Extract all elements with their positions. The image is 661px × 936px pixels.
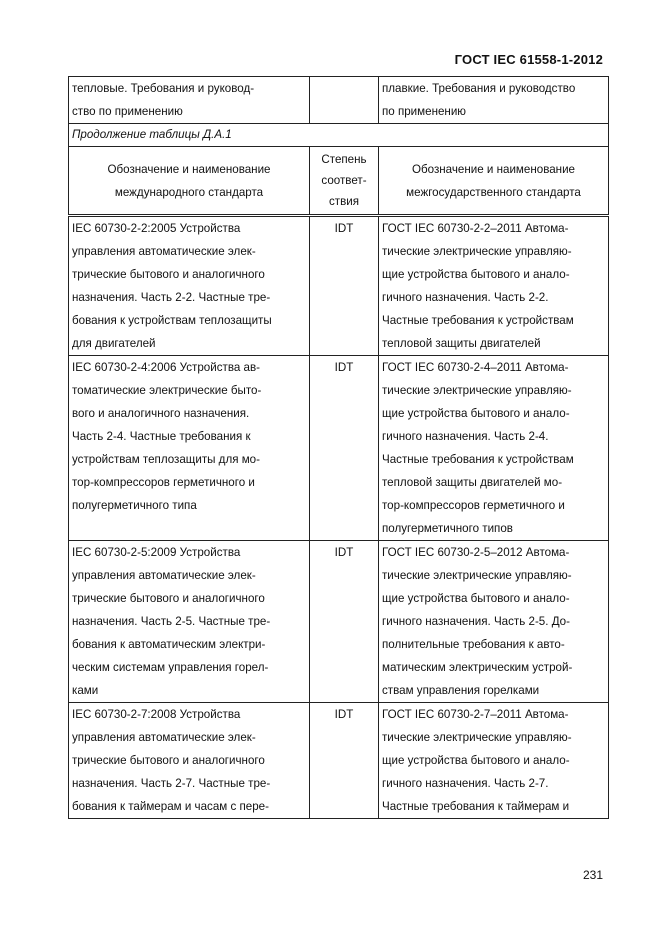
text-line: соответ- bbox=[321, 174, 367, 187]
text-line: тические электрические управляю- bbox=[382, 569, 572, 582]
document-header: ГОСТ IEC 61558-1-2012 bbox=[454, 52, 603, 67]
text-line: IEC 60730-2-2:2005 Устройства bbox=[72, 222, 241, 235]
table-row bbox=[69, 541, 609, 703]
degree-cell: IDT bbox=[310, 703, 379, 819]
text-line: ГОСТ IEC 60730-2-7–2011 Автома- bbox=[382, 708, 569, 721]
text-line: Частные требования к устройствам bbox=[382, 453, 574, 466]
text-line: ГОСТ IEC 60730-2-5–2012 Автома- bbox=[382, 546, 570, 559]
international-standard-cell bbox=[69, 541, 310, 703]
text-line: гичного назначения. Часть 2-7. bbox=[382, 777, 549, 790]
text-line: ГОСТ IEC 60730-2-4–2011 Автома- bbox=[382, 361, 569, 374]
text-line: Часть 2-4. Частные требования к bbox=[72, 430, 251, 443]
text-line: Частные требования к таймерам и bbox=[382, 800, 570, 813]
text-line: управления автоматические элек- bbox=[72, 731, 256, 744]
text-line: щие устройства бытового и анало- bbox=[382, 754, 570, 767]
page-number: 231 bbox=[583, 868, 604, 882]
text-line: трические бытового и аналогичного bbox=[72, 754, 265, 767]
text-line: назначения. Часть 2-2. Частные тре- bbox=[72, 291, 271, 304]
text-line: тические электрические управляю- bbox=[382, 245, 572, 258]
text-line: управления автоматические элек- bbox=[72, 569, 256, 582]
column-header-row bbox=[69, 147, 609, 216]
carry-over-row bbox=[69, 77, 609, 124]
interstate-standard-cell bbox=[379, 541, 609, 703]
text-line: тические электрические управляю- bbox=[382, 384, 572, 397]
text-line: щие устройства бытового и анало- bbox=[382, 407, 570, 420]
text-line: матическим электрическим устрой- bbox=[382, 661, 573, 674]
standards-correspondence-table bbox=[68, 76, 609, 819]
column-header-international bbox=[69, 147, 310, 216]
text-line: IEC 60730-2-7:2008 Устройства bbox=[72, 708, 241, 721]
text-line: полугерметичного типов bbox=[382, 522, 513, 535]
text-line: щие устройства бытового и анало- bbox=[382, 268, 570, 281]
column-header-degree bbox=[310, 147, 379, 216]
text-line: тепловой защиты двигателей мо- bbox=[382, 476, 563, 489]
international-standard-cell bbox=[69, 703, 310, 819]
text-line: тепловые. Требования и руковод- bbox=[72, 82, 255, 95]
text-line: бования к устройствам теплозащиты bbox=[72, 314, 272, 327]
text-line: межгосударственного стандарта bbox=[406, 185, 581, 199]
international-standard-cell bbox=[69, 356, 310, 541]
text-line: устройствам теплозащиты для мо- bbox=[72, 453, 260, 466]
degree-cell: IDT bbox=[310, 216, 379, 356]
text-line: тор-компрессоров герметичного и bbox=[72, 476, 255, 489]
text-line: Обозначение и наименование bbox=[107, 162, 271, 176]
text-line: Частные требования к устройствам bbox=[382, 314, 574, 327]
text-line: щие устройства бытового и анало- bbox=[382, 592, 570, 605]
continuation-row bbox=[69, 124, 609, 147]
text-line: IEC 60730-2-5:2009 Устройства bbox=[72, 546, 241, 559]
text-line: гичного назначения. Часть 2-5. До- bbox=[382, 615, 570, 628]
text-line: назначения. Часть 2-5. Частные тре- bbox=[72, 615, 271, 628]
text-line: ческим системам управления горел- bbox=[72, 661, 269, 674]
text-line: трические бытового и аналогичного bbox=[72, 592, 265, 605]
text-line: тепловой защиты двигателей bbox=[382, 337, 541, 350]
text-line: управления автоматические элек- bbox=[72, 245, 256, 258]
text-line: трические бытового и аналогичного bbox=[72, 268, 265, 281]
text-line: бования к автоматическим электри- bbox=[72, 638, 266, 651]
text-line: ГОСТ IEC 60730-2-2–2011 Автома- bbox=[382, 222, 569, 235]
text-line: IEC 60730-2-4:2006 Устройства ав- bbox=[72, 361, 260, 374]
column-header-interstate bbox=[379, 147, 609, 216]
text-line: Степень bbox=[321, 153, 367, 166]
text-line: плавкие. Требования и руководство bbox=[382, 82, 576, 95]
text-line: Обозначение и наименование bbox=[411, 162, 576, 176]
interstate-standard-cell bbox=[379, 703, 609, 819]
table-row bbox=[69, 216, 609, 356]
degree-cell: IDT bbox=[310, 356, 379, 541]
text-line: томатические электрические быто- bbox=[72, 384, 262, 397]
table-row bbox=[69, 356, 609, 541]
text-line: гичного назначения. Часть 2-2. bbox=[382, 291, 549, 304]
text-line: вого и аналогичного назначения. bbox=[72, 407, 250, 420]
interstate-standard-cell bbox=[379, 216, 609, 356]
text-line: ство по применению bbox=[72, 105, 183, 118]
text-line: тические электрические управляю- bbox=[382, 731, 572, 744]
text-line: для двигателей bbox=[72, 337, 156, 350]
carry-over-left-cell bbox=[69, 77, 310, 124]
interstate-standard-cell bbox=[379, 356, 609, 541]
text-line: полнительные требования к авто- bbox=[382, 638, 565, 651]
carry-over-right-cell bbox=[379, 77, 609, 124]
text-line: ствия bbox=[328, 195, 360, 208]
table-continuation-label: Продолжение таблицы Д.А.1 bbox=[69, 124, 609, 147]
text-line: назначения. Часть 2-7. Частные тре- bbox=[72, 777, 271, 790]
text-line: полугерметичного типа bbox=[72, 499, 197, 512]
text-line: по применению bbox=[382, 105, 466, 118]
text-line: ками bbox=[72, 684, 99, 697]
text-line: ствам управления горелками bbox=[382, 684, 540, 697]
international-standard-cell bbox=[69, 216, 310, 356]
text-line: тор-компрессоров герметичного и bbox=[382, 499, 565, 512]
carry-over-middle-cell bbox=[310, 77, 379, 124]
degree-cell: IDT bbox=[310, 541, 379, 703]
table-row bbox=[69, 703, 609, 819]
text-line: международного стандарта bbox=[114, 185, 264, 199]
text-line: бования к таймерам и часам с пере- bbox=[72, 800, 269, 813]
text-line: гичного назначения. Часть 2-4. bbox=[382, 430, 549, 443]
